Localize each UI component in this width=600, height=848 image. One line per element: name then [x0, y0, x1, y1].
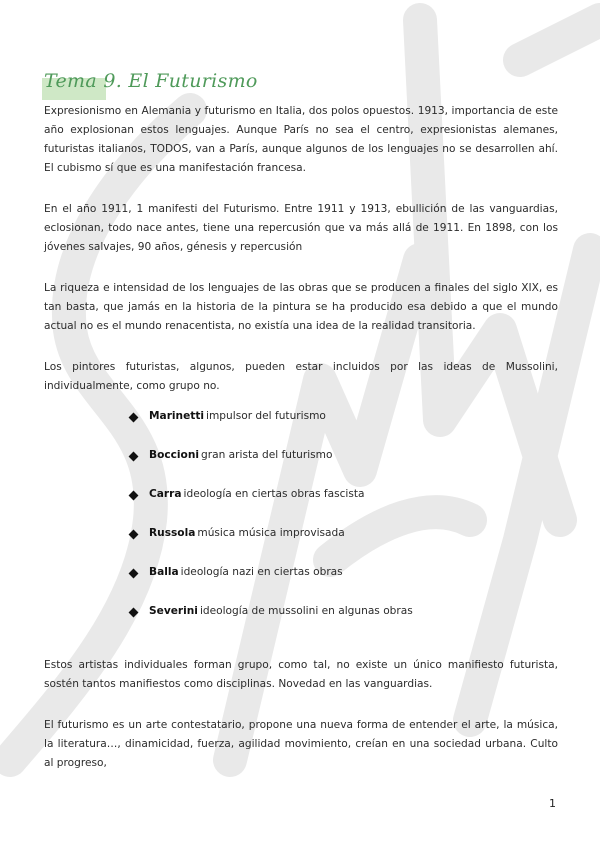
list-item: [128, 605, 558, 644]
artist-name: Severini: [149, 605, 198, 617]
list-item: [128, 488, 558, 527]
paragraph: En el año 1911, 1 manifesti del Futurismo. Entre 1911 y 1913, ebullición de las vanguardias, eclosionan, todo nace antes, tiene una repercusión que va más allá de 1911. En 1898, con los jóvenes salvajes, 90 años, génesis y repercusión: [44, 203, 558, 253]
list-item: [128, 449, 558, 488]
paragraph: Expresionismo en Alemania y futurismo en Italia, dos polos opuestos. 1913, importancia de este año explosionan estos lenguajes. Aunque París no sea el centro, expresionistas alemanes, futuristas italianos, TODOS, van a París, aunque algunos de los lenguajes no se desarrollen ahí. El cubismo sí que es una manifestación francesa.: [44, 105, 558, 174]
artist-description: música música improvisada: [197, 527, 345, 539]
artist-name: Balla: [149, 566, 179, 578]
list-item: [128, 566, 558, 605]
paragraph: Los pintores futuristas, algunos, pueden estar incluidos por las ideas de Mussolini, individualmente, como grupo no.: [44, 361, 558, 392]
diamond-bullet-icon: [129, 530, 139, 540]
artist-name: Carra: [149, 488, 182, 500]
diamond-bullet-icon: [129, 413, 139, 423]
artist-description: ideología nazi en ciertas obras: [180, 566, 343, 578]
list-item: [128, 527, 558, 566]
paragraph: La riqueza e intensidad de los lenguajes de las obras que se producen a finales del siglo XIX, es tan basta, que jamás en la historia de la pintura se ha producido esa debido a que el mundo actual no es el mundo renacentista, no existía una idea de la realidad transitoria.: [44, 282, 558, 332]
title-block: [44, 70, 258, 92]
page-number: 1: [549, 797, 556, 810]
artist-name: Boccioni: [149, 449, 199, 461]
diamond-bullet-icon: [129, 569, 139, 579]
document-body: [44, 70, 558, 795]
diamond-bullet-icon: [129, 491, 139, 501]
artist-description: impulsor del futurismo: [206, 410, 326, 422]
diamond-bullet-icon: [129, 452, 139, 462]
artist-description: ideología en ciertas obras fascista: [183, 488, 365, 500]
page-title: Tema 9. El Futurismo: [44, 70, 258, 92]
artist-list: [44, 410, 558, 644]
artist-description: gran arista del futurismo: [201, 449, 333, 461]
paragraph: Estos artistas individuales forman grupo, como tal, no existe un único manifiesto futurista, sostén tantos manifiestos como disciplinas. Novedad en las vanguardias.: [44, 659, 558, 690]
list-item: [128, 410, 558, 449]
artist-name: Russola: [149, 527, 196, 539]
artist-description: ideología de mussolini en algunas obras: [199, 605, 413, 617]
paragraph: El futurismo es un arte contestatario, propone una nueva forma de entender el arte, la música, la literatura…, dinamicidad, fuerza, agilidad movimiento, creían en una sociedad urbana. Culto al progreso,: [44, 719, 558, 769]
artist-name: Marinetti: [149, 410, 205, 422]
diamond-bullet-icon: [129, 608, 139, 618]
